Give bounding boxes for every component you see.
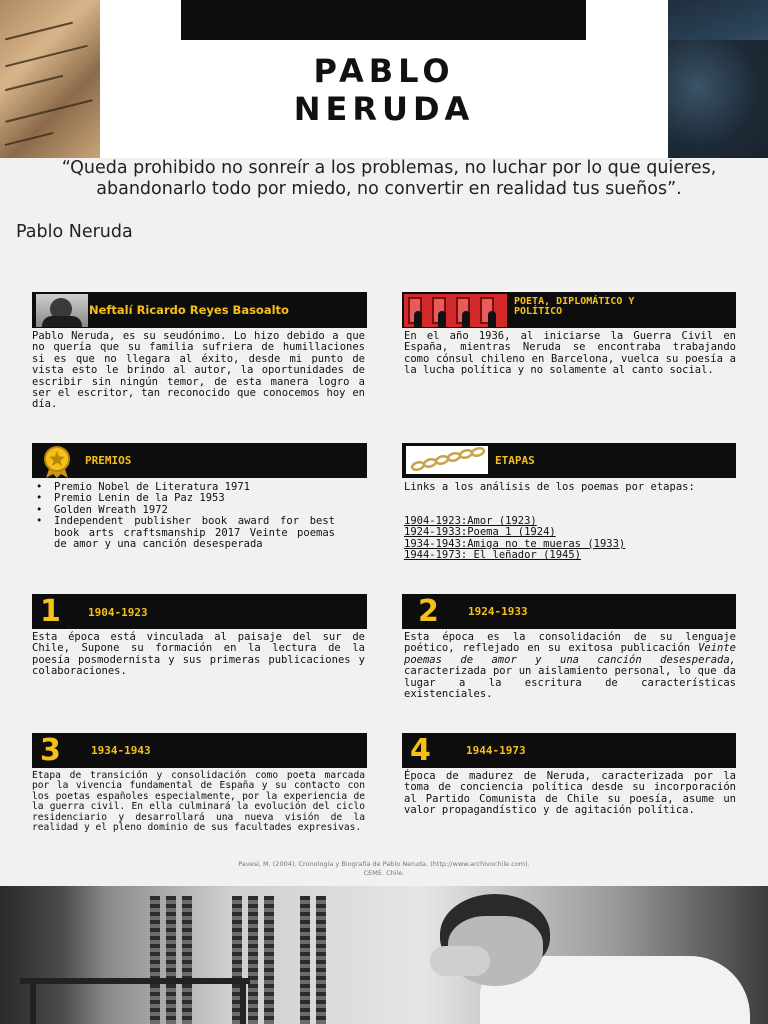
neftali-text: Pablo Neruda, es su seudónimo. Lo hizo debido a que no quería que su familia sufriera de humillaciones si es que no llegara al éxito, desde mi punto de vista esto le brindo al autor, la oportunidades de escribir sin ningún temor, de esta manera logro a ser el escritor, tan reconocido que conocemos hoy en día.: [32, 330, 365, 411]
stage-4-range: 1944-1973: [466, 744, 526, 757]
etapas-links: [404, 516, 734, 562]
etapas-intro: Links a los análisis de los poemas por etapas:: [404, 481, 695, 493]
stage-1-box: [32, 594, 367, 629]
chain-image: [406, 446, 488, 474]
premios-heading: PREMIOS: [85, 454, 132, 467]
neftali-heading: Neftalí Ricardo Reyes Basoalto: [89, 303, 289, 317]
stage-4-box: [402, 733, 736, 768]
stage-2-text-end: caracterizada por un aislamiento personal, lo que da lugar a la escritura de características existenciales.: [404, 665, 736, 701]
page-title: [100, 52, 668, 128]
stage-2-number: 2: [418, 594, 439, 629]
neruda-bottom-photo: [0, 886, 768, 1024]
header-photo-left: [0, 0, 100, 158]
etapas-heading: ETAPAS: [495, 454, 535, 467]
title-line-2: NERUDA: [293, 90, 475, 128]
header-photo-right-detail: [668, 40, 768, 158]
citation: [130, 860, 638, 878]
stage-3-text: Etapa de transición y consolidación como poeta marcada por la vivencia fundamental de España y su contacto con los poetas españoles especialmente, por la experiencia de la guerra civil. En ella culminará la evolución del ciclo residenciario y desarrollará una nueva visión de la realidad y el pleno dominio de sus facultades expresivas.: [32, 770, 365, 834]
award-item: • Golden Wreath 1972: [32, 505, 335, 516]
stage-4-text: Época de madurez de Neruda, caracterizada por la toma de conciencia política desde su incorporación al Partido Comunista de Chile su poesía, asume un valor propagandístico y de agitación política.: [404, 770, 736, 817]
link-stage-3[interactable]: 1934-1943:Amiga no te mueras (1933): [404, 537, 626, 550]
neruda-portrait-image: [36, 294, 88, 327]
award-item: • Premio Lenin de la Paz 1953: [32, 493, 335, 504]
stage-1-range: 1904-1923: [88, 606, 148, 619]
title-line-1: PABLO: [313, 52, 455, 90]
poeta-text: En el año 1936, al iniciarse la Guerra Civil en España, mientras Neruda se encontraba trabajando como cónsul chileno en Barcelona, vuelca su poesía a la lucha política y no solamente al canto social.: [404, 330, 736, 377]
stage-1-number: 1: [40, 594, 61, 629]
citation-line-2: CEME. Chile.: [363, 869, 405, 877]
link-stage-1[interactable]: 1904-1923:Amor (1923): [404, 515, 537, 527]
stage-2-range: 1924-1933: [468, 605, 528, 618]
stage-2-book-title: Veinte poemas de amor y una canción desesperada,: [404, 642, 736, 666]
stage-1-text: Esta época está vinculada al paisaje del sur de Chile, Supone su formación en la lectura de la poesía posmodernista y sus primeras publicaciones y colaboraciones.: [32, 631, 365, 678]
stage-2-box: [402, 594, 736, 629]
stage-4-number: 4: [410, 733, 431, 768]
stage-2-text: [404, 632, 736, 700]
awards-list: [32, 482, 335, 550]
citation-line-1: Pavesi, M. (2004). Cronología y Biografía de Pablo Neruda. (http://www.archivochile.com).: [238, 860, 530, 868]
stage-3-box: [32, 733, 367, 768]
award-item: • Independent publisher book award for best book arts craftsmanship 2017 Veinte poemas de amor y una canción desesperada: [32, 516, 335, 550]
poeta-heading-line-2: POLÍTICO: [514, 306, 563, 317]
quote-author: Pablo Neruda: [16, 222, 133, 242]
stage-2-text-start: Esta época es la consolidación de su lenguaje poético, reflejado en su exitosa publicación: [404, 631, 736, 655]
stage-3-range: 1934-1943: [91, 744, 151, 757]
link-stage-4[interactable]: 1944-1973: El leñador (1945): [404, 549, 582, 562]
quote-text: “Queda prohibido no sonreír a los problemas, no luchar por lo que quieres, abandonarlo todo por miedo, no convertir en realidad tus sueños”.: [61, 158, 717, 199]
stage-3-number: 3: [40, 733, 61, 768]
award-item: • Premio Nobel de Literatura 1971: [32, 482, 335, 493]
premios-heading-box: [32, 443, 367, 478]
poeta-heading-line-1: POETA, DIPLOMÁTICO Y: [514, 296, 635, 307]
red-windows-image: [404, 294, 507, 327]
medal-icon: [38, 446, 76, 478]
header-black-bar: [181, 0, 586, 40]
link-stage-2[interactable]: 1924-1933:Poema 1 (1924): [404, 526, 556, 539]
